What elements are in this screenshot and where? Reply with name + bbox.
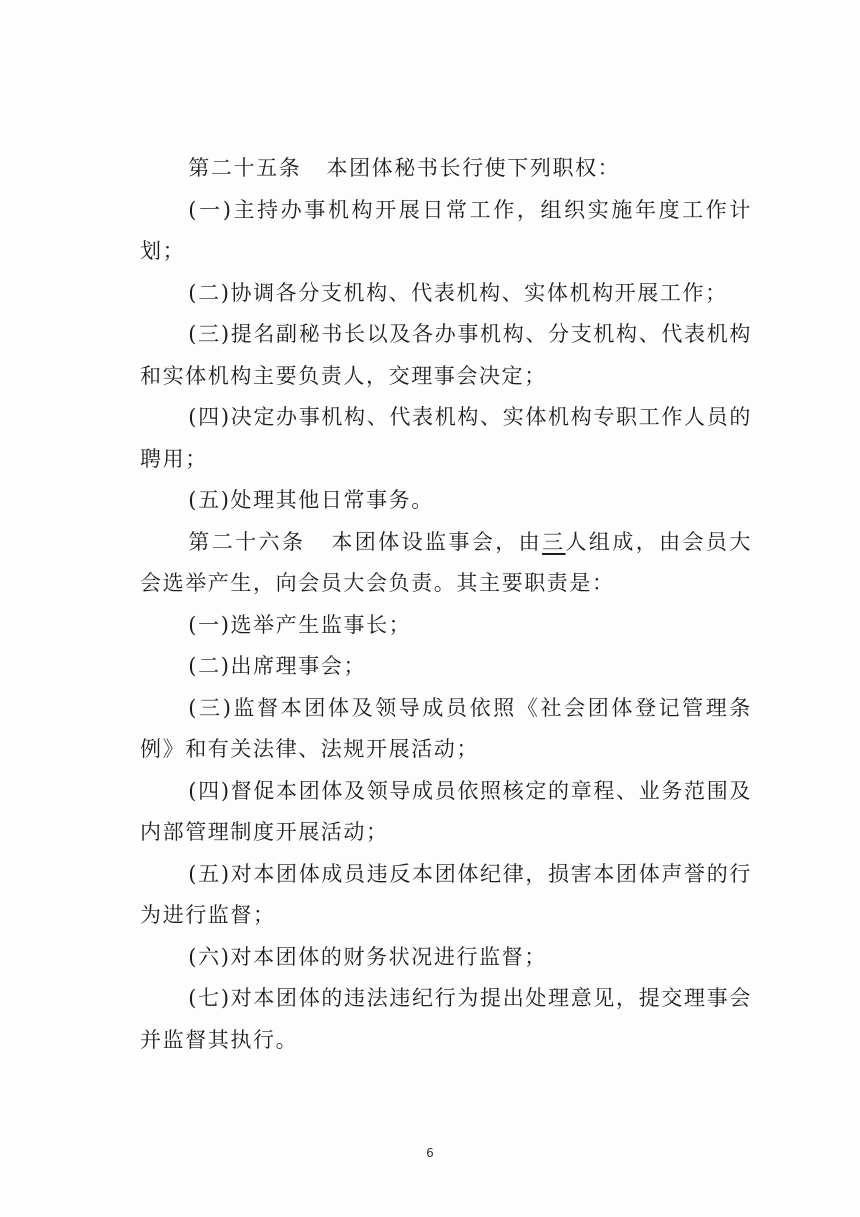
page-number: 6 (426, 1146, 434, 1160)
article-26-item-7: (七)对本团体的违法违纪行为提出处理意见，提交理事会并监督其执行。 (140, 986, 752, 1052)
article-25-item-3: (三)提名副秘书长以及各办事机构、分支机构、代表机构和实体机构主要负责人，交理事会决定； (140, 322, 752, 388)
article-26-member-count: 三 (542, 529, 566, 554)
article-25-item-4: (四)决定办事机构、代表机构、实体机构专职工作人员的聘用； (140, 405, 752, 471)
article-26-number: 第二十六条 (188, 529, 306, 554)
document-body (140, 148, 752, 1061)
article-25-item-2: (二)协调各分支机构、代表机构、实体机构开展工作； (188, 280, 728, 305)
article-26-item-1: (一)选举产生监事长； (188, 612, 412, 637)
article-25-item-1: (一)主持办事机构开展日常工作，组织实施年度工作计划； (140, 197, 752, 263)
article-26-item-6: (六)对本团体的财务状况进行监督； (188, 944, 547, 969)
article-26-intro-before: 本团体设监事会，由 (330, 529, 543, 554)
article-25-heading (140, 148, 752, 190)
article-26-heading (140, 522, 752, 605)
article-26-item-4: (四)督促本团体及领导成员依照核定的章程、业务范围及内部管理制度开展活动； (140, 778, 752, 844)
article-26-item-5: (五)对本团体成员违反本团体纪律，损害本团体声誉的行为进行监督； (140, 861, 752, 927)
article-25-number: 第二十五条 (188, 156, 302, 180)
article-26-intro-after: 人组成，由会员大会选举产生，向会员大会负责。其主要职责是： (140, 529, 752, 595)
article-25-intro: 本团体秘书长行使下列职权： (326, 156, 621, 180)
article-26-item-2: (二)出席理事会； (188, 654, 367, 678)
article-26-item-3: (三)监督本团体及领导成员依照《社会团体登记管理条例》和有关法律、法规开展活动； (140, 695, 752, 761)
article-25-item-5: (五)处理其他日常事务。 (188, 488, 434, 512)
